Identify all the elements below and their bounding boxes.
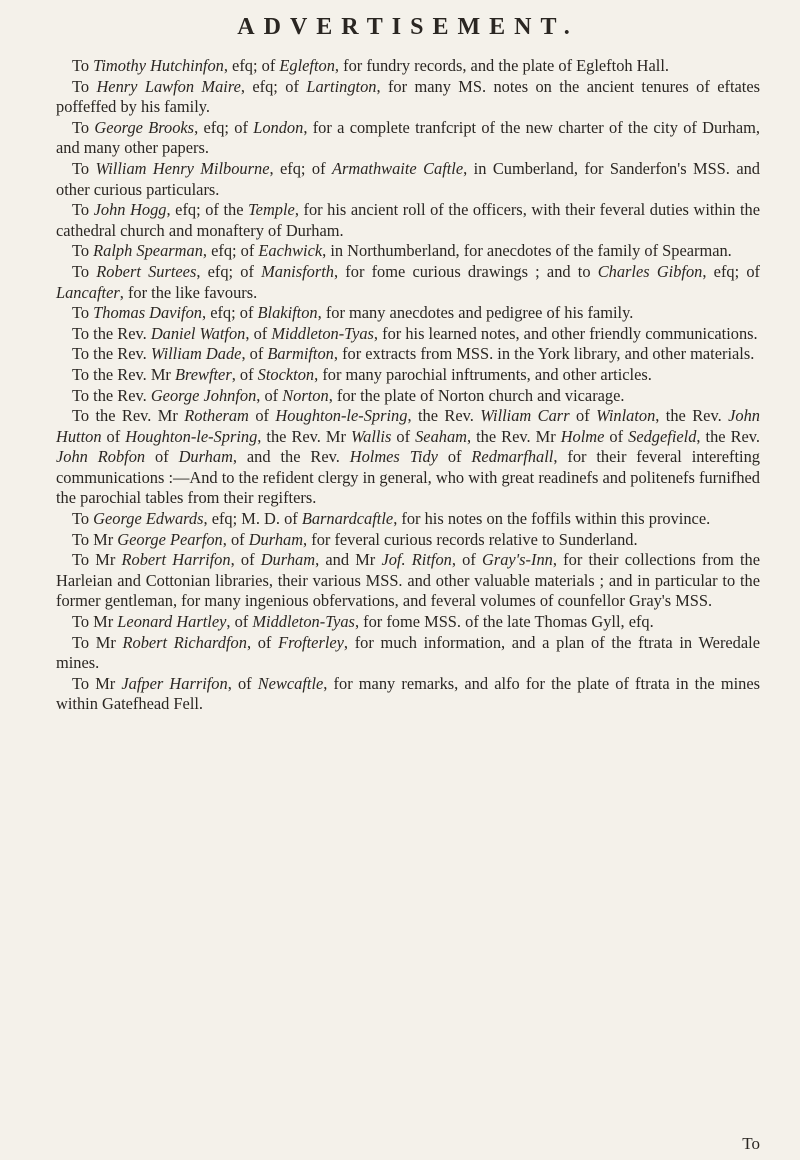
paragraph-text: , efq; of bbox=[223, 56, 280, 75]
italic-name-text: Houghton-le-Spring bbox=[125, 426, 258, 446]
paragraph-text: , for a complete tranfcript of the new charter of the city of Durham, and many other papers. bbox=[56, 117, 760, 158]
paragraph-text: , the Rev. Mr bbox=[257, 426, 351, 446]
italic-name-text: Stockton bbox=[257, 364, 315, 384]
paragraph-text: To bbox=[72, 76, 97, 96]
paragraph-text: of bbox=[391, 426, 416, 446]
italic-name-text: Manisforth bbox=[261, 261, 334, 281]
paragraph-text: , for much information, and a plan of the ftrata in Weredale mines. bbox=[56, 632, 760, 673]
paragraph-text: of bbox=[604, 426, 629, 446]
acknowledgement-paragraph bbox=[56, 324, 760, 345]
paragraph-text: , of bbox=[227, 673, 258, 693]
acknowledgement-paragraph bbox=[56, 612, 760, 633]
paragraph-text: , in Cumberland, for Sanderfon's MSS. and other curious particulars. bbox=[56, 158, 760, 199]
italic-name-text: Middleton-Tyas bbox=[271, 323, 374, 343]
italic-name-text: Eachwick bbox=[258, 241, 323, 261]
paragraph-text: , for feveral curious records relative to Sunderland. bbox=[303, 529, 638, 549]
paragraph-text: , efq; of the bbox=[166, 200, 249, 220]
paragraph-text: To the Rev. Mr bbox=[72, 364, 175, 384]
italic-name-text: Thomas Davifon bbox=[93, 303, 202, 323]
acknowledgement-paragraph bbox=[56, 344, 760, 365]
italic-name-text: Barmifton bbox=[267, 344, 334, 364]
acknowledgement-paragraph bbox=[56, 365, 760, 386]
paragraph-text: of bbox=[248, 406, 276, 426]
paragraph-text: , the Rev. bbox=[407, 406, 481, 426]
paragraph-text: To Mr bbox=[72, 612, 118, 632]
paragraph-text: , efq; of bbox=[269, 158, 332, 178]
italic-name-text: George Pearfon bbox=[117, 529, 223, 549]
paragraph-text: To bbox=[72, 56, 94, 75]
paragraph-text: To the Rev. bbox=[72, 344, 151, 364]
acknowledgement-paragraph bbox=[56, 633, 760, 674]
acknowledgement-paragraph bbox=[56, 56, 760, 77]
acknowledgement-paragraph bbox=[56, 77, 760, 118]
italic-name-text: Middleton-Tyas bbox=[252, 612, 355, 632]
paragraph-text: , efq; of bbox=[202, 303, 258, 323]
paragraph-text: To Mr bbox=[72, 632, 123, 652]
paragraph-text: of bbox=[101, 426, 126, 446]
paragraph-text: , for fome curious drawings ; and to bbox=[334, 261, 598, 281]
catchword: To bbox=[742, 1134, 760, 1153]
italic-name-text: Daniel Watfon bbox=[150, 323, 246, 343]
paragraph-text: , and Mr bbox=[315, 550, 382, 570]
paragraph-text: To Mr bbox=[72, 550, 122, 570]
acknowledgement-paragraph bbox=[56, 118, 760, 159]
paragraph-text: , efq; of bbox=[702, 261, 760, 281]
paragraph-text: , efq; of bbox=[240, 76, 307, 96]
italic-name-text: Rotheram bbox=[184, 406, 249, 426]
paragraph-text: , for their feveral interefting communications :—And to the refident clergy in general, who with great readinefs and politenefs furnifhed the parochial tables from their regifters. bbox=[56, 447, 760, 508]
italic-name-text: Robert Surtees bbox=[96, 261, 197, 281]
paragraph-text: , of bbox=[241, 344, 268, 364]
italic-name-text: Frofterley bbox=[278, 632, 344, 652]
italic-name-text: Wallis bbox=[350, 426, 392, 446]
italic-name-text: Brewfter bbox=[174, 364, 232, 384]
italic-name-text: Armathwaite Caftle bbox=[331, 158, 464, 178]
acknowledgements-body bbox=[56, 56, 760, 715]
italic-name-text: Durham bbox=[260, 550, 316, 570]
italic-name-text: Barnardcaftle bbox=[301, 509, 394, 529]
paragraph-text: of bbox=[145, 447, 179, 467]
paragraph-text: , for fundry records, and the plate of Egleftoh Hall. bbox=[334, 56, 669, 75]
italic-name-text: London bbox=[253, 117, 304, 137]
paragraph-text: , for their collections from the Harleian and Cottonian libraries, their various MSS. and other valuable materials ; and in particular to the former gentleman, for many ingenious obfervations, and feveral volumes of counfellor Gray's MSS. bbox=[56, 550, 760, 611]
italic-name-text: Leonard Hartley bbox=[117, 612, 227, 632]
italic-name-text: Jof. Ritfon bbox=[381, 550, 452, 570]
italic-name-text: Lartington bbox=[306, 76, 377, 96]
paragraph-text: of bbox=[437, 447, 472, 467]
italic-name-text: George Johnfon bbox=[150, 385, 257, 405]
paragraph-text: To bbox=[72, 158, 96, 178]
page-heading: ADVERTISEMENT. bbox=[237, 14, 579, 40]
italic-name-text: John Robfon bbox=[56, 447, 146, 467]
italic-name-text: Seaham bbox=[415, 426, 467, 446]
italic-name-text: Holme bbox=[560, 426, 605, 446]
acknowledgement-paragraph bbox=[56, 159, 760, 200]
paragraph-text: , efq; M. D. of bbox=[203, 509, 302, 529]
paragraph-text: , of bbox=[230, 550, 261, 570]
italic-name-text: Durham bbox=[248, 529, 304, 549]
italic-name-text: Temple bbox=[248, 200, 295, 220]
paragraph-text: To bbox=[72, 241, 94, 261]
italic-name-text: Robert Richardfon bbox=[122, 632, 247, 652]
acknowledgement-paragraph bbox=[56, 241, 760, 262]
paragraph-text: , for his ancient roll of the officers, with their feveral duties within the cathedral church and monaftery of Durham. bbox=[56, 200, 760, 240]
paragraph-text: of bbox=[569, 406, 597, 426]
paragraph-text: , efq; of bbox=[194, 117, 254, 137]
paragraph-text: To bbox=[72, 261, 97, 281]
italic-name-text: John Hutton bbox=[56, 406, 760, 446]
paragraph-text: , the Rev. bbox=[696, 426, 761, 446]
paragraph-text: , of bbox=[222, 529, 249, 549]
italic-name-text: Robert Harrifon bbox=[121, 550, 231, 570]
acknowledgement-paragraph bbox=[56, 200, 760, 241]
italic-name-text: Redmarfhall bbox=[471, 447, 554, 467]
italic-name-text: Norton bbox=[282, 385, 329, 405]
paragraph-text: To Mr bbox=[72, 673, 122, 693]
paragraph-text: , for many remarks, and alfo for the plate of ftrata in the mines within Gatefhead Fell. bbox=[56, 673, 760, 714]
italic-name-text: Gray's-Inn bbox=[481, 550, 553, 570]
acknowledgement-paragraph bbox=[56, 386, 760, 407]
paragraph-text: To Mr bbox=[72, 529, 118, 549]
italic-name-text: George Brooks bbox=[94, 117, 195, 137]
paragraph-text: , of bbox=[231, 364, 258, 384]
italic-name-text: Eglefton bbox=[279, 56, 335, 75]
paragraph-text: , the Rev. Mr bbox=[467, 426, 561, 446]
italic-name-text: William Carr bbox=[480, 406, 570, 426]
italic-name-text: Jafper Harrifon bbox=[121, 673, 228, 693]
acknowledgement-paragraph bbox=[56, 530, 760, 551]
paragraph-text: , of bbox=[256, 385, 283, 405]
italic-name-text: William Dade bbox=[150, 344, 242, 364]
paragraph-text: , of bbox=[226, 612, 253, 632]
acknowledgement-paragraph bbox=[56, 406, 760, 509]
italic-name-text: William Henry Milbourne bbox=[95, 158, 270, 178]
paragraph-text: , in Northumberland, for anecdotes of the family of Spearman. bbox=[322, 241, 732, 261]
italic-name-text: Charles Gibfon bbox=[597, 261, 703, 281]
paragraph-text: To bbox=[72, 509, 94, 529]
acknowledgement-paragraph bbox=[56, 303, 760, 324]
italic-name-text: Henry Lawfon Maire bbox=[96, 76, 241, 96]
acknowledgement-paragraph bbox=[56, 262, 760, 303]
paragraph-text: , for fome MSS. of the late Thomas Gyll, efq. bbox=[354, 612, 654, 632]
paragraph-text: , for extracts from MSS. in the York library, and other materials. bbox=[333, 344, 755, 364]
italic-name-text: Winlaton bbox=[596, 406, 656, 426]
paragraph-text: , for the like favours. bbox=[119, 282, 258, 302]
paragraph-text: , for many anecdotes and pedigree of his family. bbox=[317, 303, 634, 323]
paragraph-text: To bbox=[72, 117, 95, 137]
paragraph-text: To the Rev. bbox=[72, 323, 151, 343]
paragraph-text: , for his notes on the foffils within this province. bbox=[393, 509, 711, 529]
italic-name-text: Sedgefield bbox=[628, 426, 697, 446]
paragraph-text: , of bbox=[246, 632, 279, 652]
paragraph-text: , efq; of bbox=[202, 241, 259, 261]
acknowledgement-paragraph bbox=[56, 550, 760, 612]
italic-name-text: Ralph Spearman bbox=[93, 241, 203, 261]
paragraph-text: To the Rev. Mr bbox=[72, 406, 185, 426]
italic-name-text: John Hogg bbox=[93, 200, 167, 220]
italic-name-text: Newcaftle bbox=[257, 673, 324, 693]
paragraph-text: , for many parochial inftruments, and other articles. bbox=[314, 364, 652, 384]
italic-name-text: Blakifton bbox=[257, 303, 318, 323]
paragraph-text: To bbox=[72, 200, 94, 220]
paragraph-text: , for the plate of Norton church and vicarage. bbox=[328, 385, 625, 405]
italic-name-text: Houghton-le-Spring bbox=[275, 406, 408, 426]
paragraph-text: , for his learned notes, and other friendly communications. bbox=[373, 323, 758, 343]
acknowledgement-paragraph bbox=[56, 674, 760, 715]
italic-name-text: George Edwards bbox=[93, 509, 204, 529]
acknowledgement-paragraph bbox=[56, 509, 760, 530]
paragraph-text: , and the Rev. bbox=[232, 447, 350, 467]
italic-name-text: Timothy Hutchinfon bbox=[93, 56, 224, 75]
paragraph-text: , of bbox=[245, 323, 272, 343]
paragraph-text: , of bbox=[451, 550, 482, 570]
italic-name-text: Durham bbox=[178, 447, 233, 467]
italic-name-text: Holmes Tidy bbox=[349, 447, 438, 467]
paragraph-text: , efq; of bbox=[196, 261, 262, 281]
paragraph-text: , the Rev. bbox=[655, 406, 729, 426]
paragraph-text: To bbox=[72, 303, 94, 323]
paragraph-text: , for many MS. notes on the ancient tenures of eftates poffeffed by his family. bbox=[56, 76, 760, 117]
italic-name-text: Lancafter bbox=[56, 282, 120, 302]
paragraph-text: To the Rev. bbox=[72, 385, 151, 405]
